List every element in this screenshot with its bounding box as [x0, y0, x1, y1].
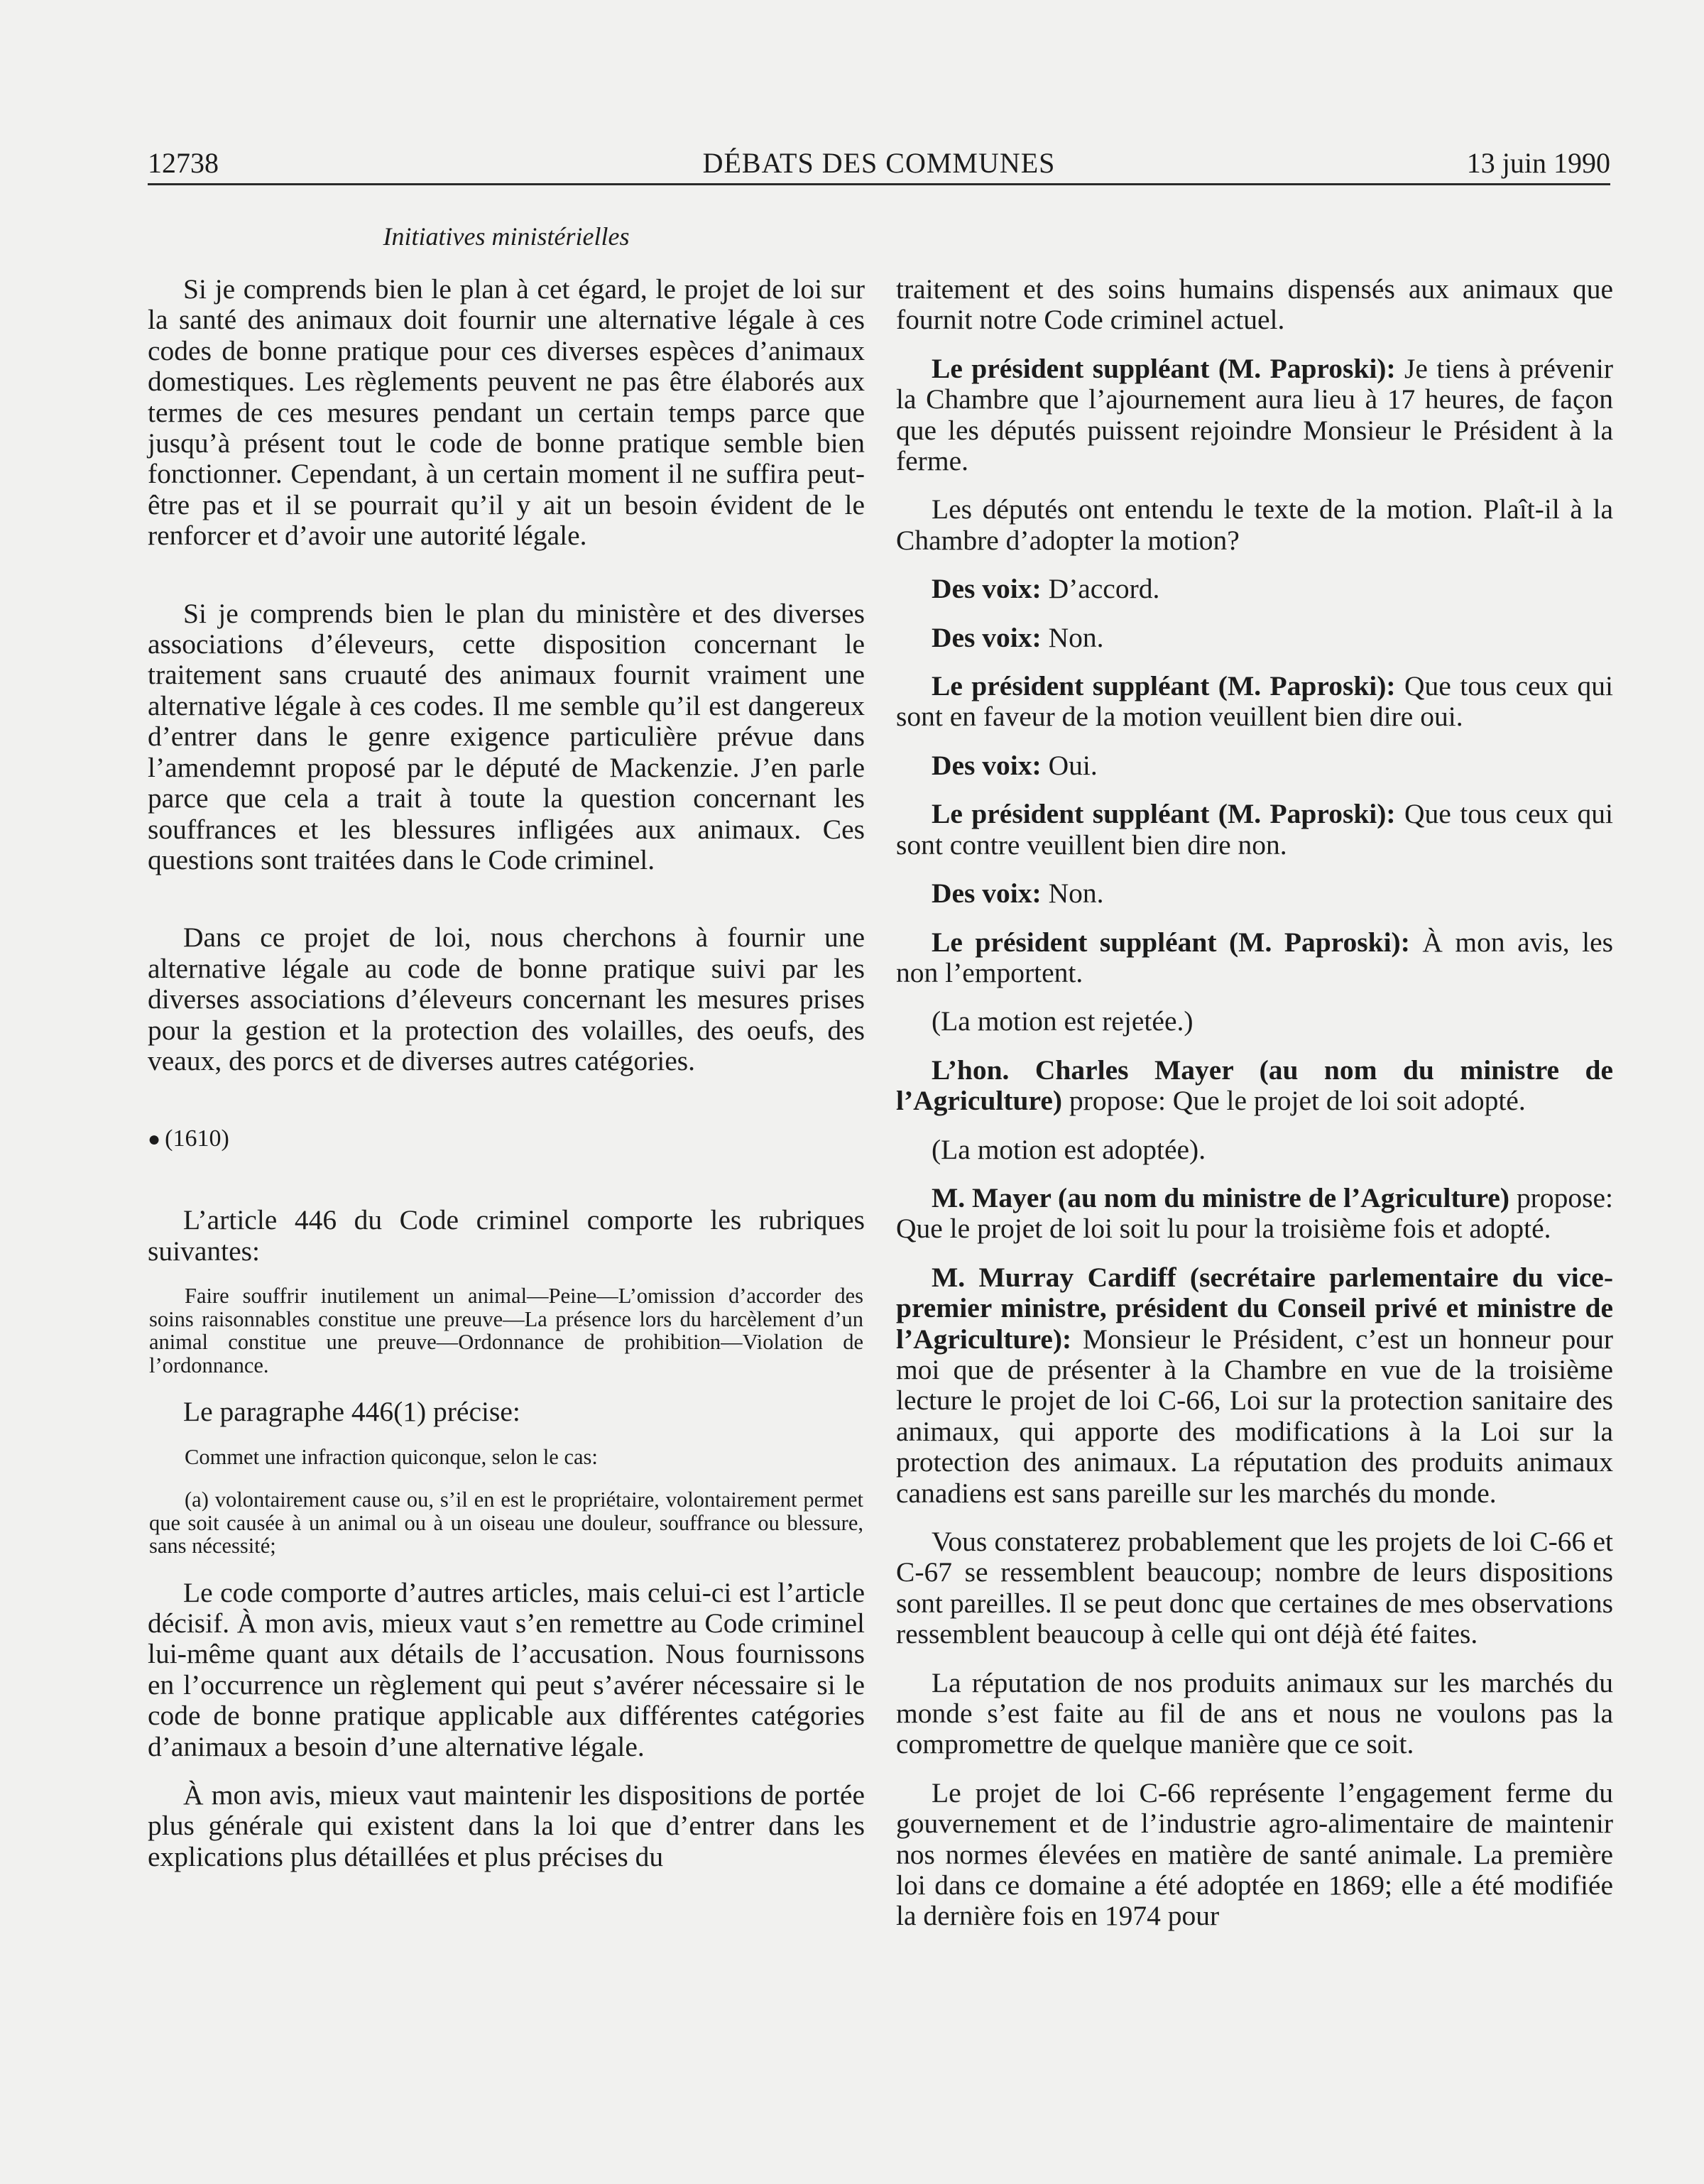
speech: Non. [1041, 878, 1104, 910]
paragraph: Le projet de loi C-66 représente l’engagement ferme du gouvernement et de l’industrie agro-alimentaire de maintenir nos normes élevées en matière de santé animale. La première loi dans ce domaine a été adoptée en 1869; elle a été modifiée la dernière fois en 1974 pour [896, 1776, 1613, 1932]
quote-text: Commet une infraction quiconque, selon le cas: [185, 1444, 598, 1469]
paragraph: Vous constaterez probablement que les projets de loi C-66 et C-67 se ressemblent beaucoup; nombre de leurs dispositions sont pareilles. Il se peut donc que certaines de mes observations ressemblent beaucoup à celle qui ont déjà été faites. [896, 1526, 1613, 1650]
speech: propose: Que le projet de loi soit lu pour la troisième fois et adopté. [896, 1181, 1613, 1245]
left-column [148, 274, 865, 1872]
speaker: M. Murray Cardiff (secrétaire parlementaire du vice-premier ministre, président du Conseil privé et ministre de l’Agriculture): [896, 1261, 1613, 1355]
quote-text: (a) volontairement cause ou, s’il en est le propriétaire, volontairement permet que soit causée à un animal ou à un oiseau une douleur, souffrance ou blessure, sans nécessité; [149, 1487, 863, 1558]
paragraph [896, 1183, 1613, 1245]
publication-title: DÉBATS DES COMMUNES [702, 147, 1056, 179]
speech: Oui. [1041, 749, 1098, 781]
paragraph: L’article 446 du Code criminel comporte les rubriques suivantes: [148, 1204, 865, 1267]
paragraph: À mon avis, mieux vaut maintenir les dispositions de portée plus générale qui existent dans la loi que d’entrer dans les explications plus détaillées et plus précises du [148, 1779, 865, 1872]
speech: Que tous ceux qui sont contre veuillent bien dire non. [896, 798, 1613, 861]
paragraph: Dans ce projet de loi, nous cherchons à fournir une alternative légale au code de bonne pratique suivi par les diverses associations d’éleveurs concernant les mesures prises pour la gestion et la protection des volailles, des oeufs, des veaux, des porcs et de diverses autres catégories. [148, 922, 865, 1076]
paragraph [896, 799, 1613, 861]
speaker: Le président suppléant (M. Paproski): [932, 798, 1396, 830]
speech: À mon avis, les non l’emportent. [896, 926, 1613, 988]
speaker: Le président suppléant (M. Paproski): [932, 926, 1410, 958]
quote-text: Faire souffrir inutilement un animal—Peine—L’omission d’accorder des soins raisonnables constitue une preuve—La présence lors du harcèlement d’un animal constitue une preuve—Ordonnance de prohibition—Violation de l’ordonnance. [149, 1284, 863, 1377]
paragraph: Si je comprends bien le plan du ministère et des diverses associations d’éleveurs, cette disposition concernant le traitement sans cruauté des animaux fournit vraiment une alternative légale à ces codes. Il me semble qu’il est dangereux d’entrer dans le genre exigence particulière prévue dans l’amendemnt proposé par le député de Mackenzie. J’en parle parce que cela a trait à toute la question concernant les souffrances et les blessures infligées aux animaux. Ces questions sont traitées dans le Code criminel. [148, 597, 865, 875]
paragraph [896, 671, 1613, 733]
speaker: L’hon. Charles Mayer (au nom du ministre de l’Agriculture) [896, 1054, 1613, 1117]
block-quote [148, 1284, 865, 1377]
block-quote [148, 1446, 865, 1558]
paragraph [896, 354, 1613, 477]
paragraph [896, 574, 1613, 604]
page-number: 12738 [148, 147, 219, 179]
bullet-icon: ● [148, 1128, 161, 1152]
speaker: Des voix: [932, 573, 1042, 605]
speech: Je tiens à prévenir la Chambre que l’ajournement aura lieu à 17 heures, de façon que les députés puissent rejoindre Monsieur le Président à la ferme. [896, 352, 1613, 477]
paragraph [896, 927, 1613, 989]
speech: Non. [1041, 621, 1104, 653]
right-column [896, 274, 1613, 1932]
time-marker-text: (1610) [165, 1125, 229, 1152]
speaker: Des voix: [932, 621, 1042, 653]
paragraph [896, 750, 1613, 781]
paragraph: Les députés ont entendu le texte de la motion. Plaît-il à la Chambre d’adopter la motion? [896, 493, 1613, 556]
paragraph [896, 1055, 1613, 1117]
paragraph: (La motion est adoptée). [932, 1133, 1206, 1165]
speech: Monsieur le Président, c’est un honneur pour moi que de présenter à la Chambre en vue de la troisième lecture le projet de loi C-66, Loi sur la protection sanitaire des animaux, qui apporte des modifications à la Loi sur la protection des animaux. La réputation des produits animaux canadiens est sans pareille sur les marchés du monde. [896, 1323, 1613, 1509]
page-header [148, 143, 1610, 185]
paragraph: Si je comprends bien le plan à cet égard, le projet de loi sur la santé des animaux doit fournir une alternative légale à ces codes de bonne pratique pour ces diverses espèces d’animaux domestiques. Les règlements peuvent ne pas être élaborés aux termes de ces mesures pendant un certain temps parce que jusqu’à présent tout le code de bonne pratique semble bien fonctionner. Cependant, à un certain moment il ne suffira peut-être pas et il se pourrait qu’il y ait un besoin évident de le renforcer et d’avoir une autorité légale. [148, 273, 865, 552]
paragraph: (La motion est rejetée.) [932, 1005, 1194, 1037]
paragraph [896, 878, 1613, 909]
speaker: Le président suppléant (M. Paproski): [932, 352, 1396, 384]
section-title: Initiatives ministérielles [383, 222, 630, 251]
speaker: Des voix: [932, 878, 1042, 910]
paragraph [896, 623, 1613, 653]
speaker: Le président suppléant (M. Paproski): [932, 670, 1396, 702]
speaker: M. Mayer (au nom du ministre de l’Agriculture) [932, 1181, 1510, 1213]
paragraph: traitement et des soins humains dispensés aux animaux que fournit notre Code criminel actuel. [896, 273, 1613, 336]
speech: D’accord. [1041, 573, 1160, 605]
publication-date: 13 juin 1990 [1466, 147, 1610, 179]
paragraph: Le code comporte d’autres articles, mais celui-ci est l’article décisif. À mon avis, mieux vaut s’en remettre au Code criminel lui-même quant aux détails de l’accusation. Nous fournissons en l’occurrence un règlement qui peut s’avérer nécessaire si le code de bonne pratique applicable aux différentes catégories d’animaux a besoin d’une alternative légale. [148, 1576, 865, 1762]
paragraph [896, 1262, 1613, 1509]
time-marker [148, 1123, 865, 1155]
paragraph: La réputation de nos produits animaux sur les marchés du monde s’est faite au fil de ans et nous ne voulons pas la compromettre de quelque manière que ce soit. [896, 1666, 1613, 1760]
speaker: Des voix: [932, 749, 1042, 781]
speech: Que tous ceux qui sont en faveur de la motion veuillent bien dire oui. [896, 670, 1613, 733]
paragraph: Le paragraphe 446(1) précise: [183, 1396, 520, 1428]
speech: propose: Que le projet de loi soit adopté. [1062, 1085, 1526, 1117]
